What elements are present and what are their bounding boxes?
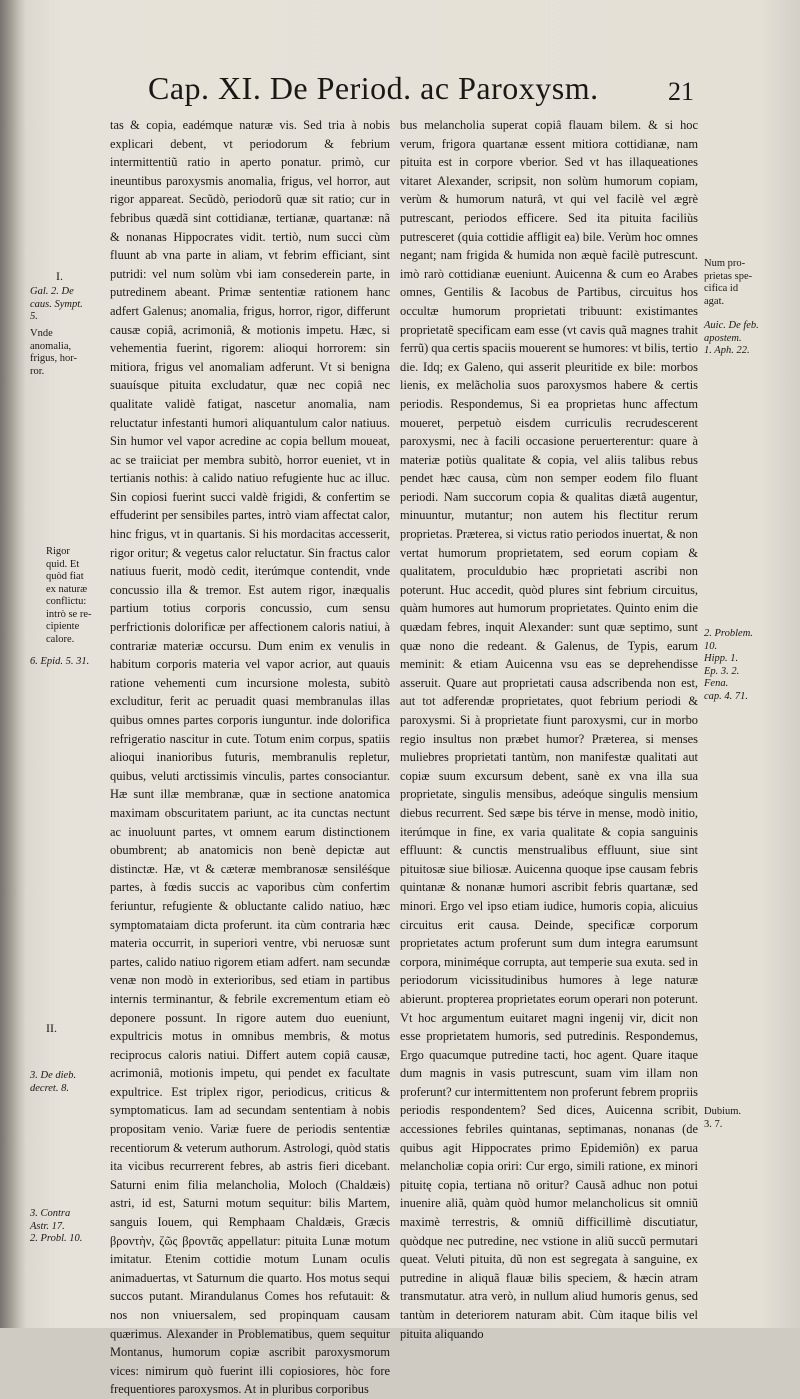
page-title: Cap. XI. De Period. ac Paroxysm. (148, 70, 599, 106)
gutter-shadow (0, 0, 26, 1328)
right-column-body: bus melancholia superat copiâ flauam bilem. & si hoc verum, frigora quartanæ essent mitiora cottidianæ, nam pituita est in corpore vberior. Sed vt has illaqueationes vitaret Alexander, scripsit, non solùm humorum copiam, verùm & humorum naturâ, vt qui vel facilè vel ægrè putrescant, periodos efficere. Sed ita pituita faciliùs putresceret (quia cottidie affligit ea) bile. Verùm hoc omnes negant; nam frigida & humida non æquè facilè putrescunt. imò rarò cottidianæ eueniunt. Auicenna & cum eo Arabes omnes, Gentilis & Iacobus de Partibus, circuitus hos occultæ humorum proprietati tribuunt: existimantes proprietatẽ specificam eam esse (vt cavis quã magnes trahit ferrũ) qua certis spaciis mouerent se humores: vt bilis, tertio die. Idq; ex Galeno, qui asserit pleuritide ex bile: morbos lienis, ex melãcholia suos paroxysmos habere & certis periodis. Respondemus, Si ea proprietas hunc affectum moueret, perpetuò eisdem curriculis recrudescerent paroxysmi, nec à facili occasione peruerterentur: quare à materiæ potiùs qualitate & copia, vel aliis talibus rebus pendet hæc causa, cùm non semper eodem filo fluant periodi. Nam succorum copia & qualitas diætâ augentur, minuuntur, mutantur; non autem his flectitur rerum proprietas. Præterea, si victus ratio periodos inuertat, & non vertat humorum proprietatem, sed eorum copiam & qualitatem, proculdubio hæc proprietati ascribi non poterunt. Huc accedit, quòd plures sint febrium circuitus, quàm humores aut humorum proprietates. Quinto enim die quædam febres, inquit Alexander: sunt quæ septimo, sunt quæ nono die redeant. & Galenus, de Typis, earum meminit: & etiam Auicenna vsu eas se deprehendisse asseruit. Quare aut proprietati causa adscribenda non est, aut tot adferendæ proprietates, quot febrium periodi & paroxysmi. Si à proprietate fiunt paroxysmi, cur in morbo regio insultus non præbet humor? Præterea, si menses muliebres proprietati tantùm, non manifestæ qualitati aut copiæ suum excursum debent, sanè ex vna illa sua proprietate, singulis mensibus, adeóque singulis mensium diebus recurrent. Sed sæpe bis térve in mense, modò initio, iterúmque in fine, ex varia qualitate & copia sanguinis effluunt: & cunctis menstrualibus effluunt, siue sint pituitosæ siue biliosæ. Auicenna quoque ipse causam febris quintanæ & nonanæ humori ascribit febris quartanæ, sed minori. Ergo vel ipso etiam iudice, humoris copia, alicuius circuitus erit causa. Deinde, specificæ corporum proprietates actum proferunt sum dum integra earumsunt corpora, miniméque corrupta, aut temperie sua exuta. sed in periodorum vicissitudinibus humores à lege naturæ abierunt. propterea proprietates eorum operari non poterunt. Vt hoc argumentum euitaret magni ingenij vir, dicit non esse proprietatem humoris, sed putredinis. Respondemus, Ergo quacumque putredine tacti, hoc agent. Quare itaque dum magnis in vasis putrescunt, suam vim illam non proferunt? cur intermittentem non proferunt febrem propriis periodis respondentem? Sed dices, Auicenna scribit, accessiones febriles quintanas, septimanas, nonanas (de quibus agit Hippocrates primo Epidemiôn) ex parua melancholiæ copia oriri: Cur ergo, simili ratione, ex minori pituitę copia, tertiana nõ oritur? Causã adhuc non potui inuenire aliã, quàm quòd humor melancholicus sit omniũ maximè terrestris, & omniũ difficillimè discutiatur, quòdque nec putredine, nec vstione in aliũ succũ permutari queat. Veluti pituita, dũ non est segregata à sanguine, ex putredine in aliquã flauæ bilis speciem, & hæcin atram transmutatur. atra verò, in nullum aliud humoris genus, sed tantùm in deteriorem naturam abit. Cùm itaque bilis vel pituita aliquando (400, 118, 698, 1341)
margin-note-section-2: II. (46, 1021, 57, 1035)
margin-note-astr-ref: 3. Contra Astr. 17. 2. Probl. 10. (30, 1208, 83, 1244)
margin-note-problem-ref: 2. Problem. 10. Hipp. 1. Ep. 3. 2. Fena. cap. 4. 71. (704, 628, 753, 702)
margin-note-rigor: Rigor quid. Et quòd fiat ex naturæ conflictu: intrò se re- cipiente calore. (46, 546, 92, 645)
margin-note-epid-ref: 6. Epid. 5. 31. (30, 656, 90, 667)
margin-note-decret-ref: 3. De dieb. decret. 8. (30, 1070, 77, 1094)
left-text-column (110, 116, 390, 1399)
margin-note-dubium: Dubium. 3. 7. (704, 1106, 742, 1130)
margin-note-auic-ref: Auic. De feb. apostem. 1. Aph. 22. (704, 320, 759, 356)
margin-note-proprietas: Num pro- prietas spe- cifica id agat. (704, 258, 753, 307)
margin-note-section-1: I. (56, 269, 63, 283)
page-number: 21 (668, 77, 694, 106)
right-text-column (400, 116, 698, 1343)
left-column-body: tas & copia, eadémque naturæ vis. Sed tria à nobis explicari debent, vt periodorum & febrium intermittentiũ ratio in aperto ponatur. primò, cur ineuntibus paroxysmis anomalia, frigus, vel horror, aut rigor appareat. Secũdò, periodorũ quæ sit ratio; cur in febribus quædã sint cottidianæ, tertianæ, quartanæ: nã & nonanas Hippocrates vidit. tertiò, num succi cùm fluunt ab vna parte in aliam, vt febrim efficiant, sint putridi: vel num solùm vbi iam consederein parte, in putredinem abeant. Primæ sententiæ rationem hanc adfert Galenus; anomalia, frigus, horror, rigor, differunt causæ copiâ, acrimoniâ, & motionis impetu. Hæc, si vehementia fuerint, rigorem: alioqui horrorem: sin mitiora, frigus vel anomaliam adferunt. Vt si benigna suauísque pituita excludatur, quæ nec copiâ nec qualitate validè fatigat, nascetur anomalia, nam reluctatur infestanti humori aliquantulum calor natiuus. Sin humor vel vapor acredine ac copia bellum moueat, ac se traiiciat per membra subitò, horror eueniet, vt in tertianis nothis: à calido natiuo refugiente huc ac illuc. Sin copiosi fuerint succi valdè frigidi, & confertim se effuderint per sensibiles partes, intrò viam affectat calor, hinc frigus, vt in quartanis. Si his mordacitas accesserit, rigor oritur; & vegetus calor reluctatur. Sin fractus calor natiuus fuerit, modò cedit, iterúmque contendit, vnde concussio illa & tremor. Est autem rigor, inæqualis partium totius corporis concussio, cum sensu perfrictionis dolorificæ per affectionem caloris natiui, à contrariæ materiæ occursu. Dum enim ex venulis in habitum corporis materia vel vapor acrior, aut quauis ratione vehementi cum incursione molesta, subitò excluditur, ferit ac peruadit quasi membranulas illas quibus omnes partes corporis iunguntur. inde dolorifica refrigeratio nascitur in cute. Totum enim corpus, spatiis alioqui inanioribus futuris, membranulis repletur, quibus, veluti arctissimis vinculis, partes consociantur. Hæ sunt illæ membranæ, quæ in sectione anatomica maximam obscuritatem pariunt, ac ita cunctas nectunt ac inuoluunt partes, vt omnem earum distinctionem obumbrent; ab anatomicis non benè depictæ aut distinctæ. Hæ, vt & cæteræ membranosæ sensiléśque partes, à fœdis succis ac vaporibus cùm confertim feriuntur, refugiente & obluctante calido natiuo, hæc symptomataiam dicta proferunt. ita cùm contraria hæc materia occurrit, in superiori ventre, vbi neruosæ sunt partes, calido natiuo rigorem etiam adfert. nam secundæ venæ non modò in exterioribus, sed etiam in partibus internis terminantur, & febrile excrementum etiam eò deponere possunt. In rigore autem duo eueniunt, expultricis motus in omnibus membris, & motus reciprocus caloris natiui. Differt autem copiâ causæ, acrimoniâ, motionis impetu, qui pendet ex facultate expultrice. Est triplex rigor, periodicus, criticus & symptomaticus. Iam ad secundam sententiam à nobis propositam venio. Variæ fuere de periodis sententiæ recentiorum & veterum authorum. Astrologi, quòd statis ita vicibus recurrerent febres, ab astris fieri dicebant. Saturni enim filia melancholia, Moloch (Chaldæis) astri, id est, Saturni motum sequitur: bilis Martem, sanguis Iouem, qui Remphaam Chaldæis, Græcis βροντὴν, ζῶς βροντᾶς appellatur: pituita Lunæ motum imitatur. Etenim cottidie motum Lunam oculis animaduertas, vt Saturnum die quarto. Hos motus sequi succos putant. Mirandulanus Comes hos refutauit: & nos non vniuersalem, sed propinquam causam quærimus. Alexander in Problematibus, quem sequitur Montanus, humorum copiæ ascribit paroxysmorum vices: nimirum quò fuerint illi copiosiores, hòc fore frequentiores paroxysmos. At in pluribus corporibus (110, 118, 390, 1397)
margin-note-galen-ref: Gal. 2. De caus. Sympt. 5. (30, 286, 83, 322)
margin-note-anomalia: Vnde anomalia, frigus, hor- ror. (30, 328, 78, 377)
